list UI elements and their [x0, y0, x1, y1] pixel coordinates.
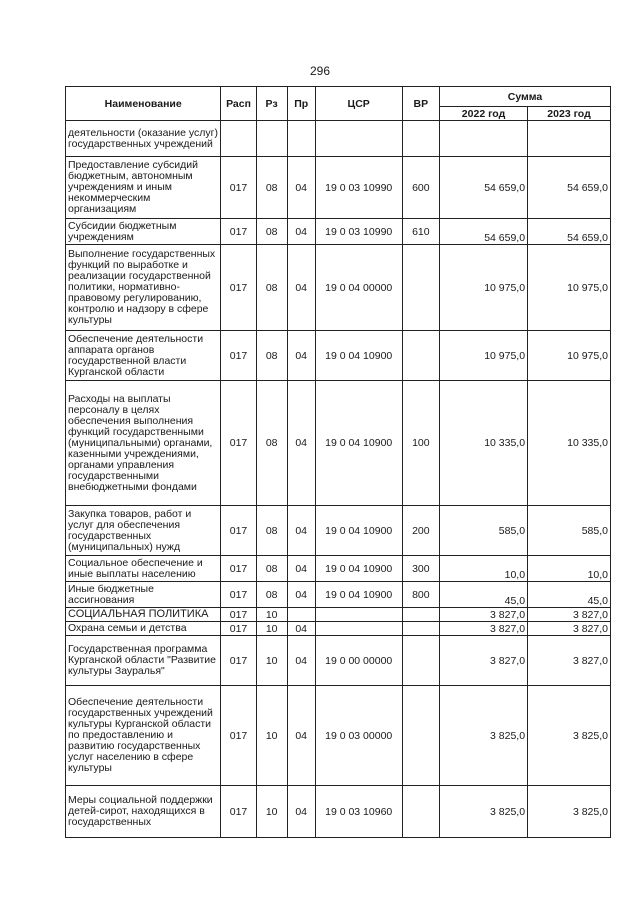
- table-row: [66, 506, 611, 556]
- table-row: [66, 582, 611, 608]
- row-2022: 10,0: [440, 556, 528, 582]
- row-2022: 10 975,0: [440, 331, 528, 381]
- row-vr: [402, 331, 439, 381]
- row-csr: 19 0 04 10900: [315, 506, 402, 556]
- row-pr: 04: [287, 786, 315, 838]
- row-2023: 3 825,0: [528, 686, 611, 786]
- row-rasp: 017: [221, 506, 256, 556]
- row-pr: 04: [287, 636, 315, 686]
- row-csr: 19 0 03 00000: [315, 686, 402, 786]
- row-rz: 08: [256, 245, 287, 331]
- row-vr: 100: [402, 381, 439, 506]
- row-rz: 08: [256, 157, 287, 219]
- row-name: деятельности (оказание услуг) государственных учреждений: [66, 121, 221, 157]
- table-row: [66, 786, 611, 838]
- header-row: [66, 87, 611, 107]
- row-csr: 19 0 04 10900: [315, 556, 402, 582]
- row-2022: 10 335,0: [440, 381, 528, 506]
- row-rz: [256, 121, 287, 157]
- row-2022: 585,0: [440, 506, 528, 556]
- row-rasp: 017: [221, 556, 256, 582]
- row-2022: 10 975,0: [440, 245, 528, 331]
- row-2022: 3 825,0: [440, 786, 528, 838]
- row-vr: 300: [402, 556, 439, 582]
- row-2022: 3 825,0: [440, 686, 528, 786]
- row-name: Закупка товаров, работ и услуг для обеспечения государственных (муниципальных) нужд: [66, 506, 221, 556]
- header-pr: Пр: [287, 87, 315, 121]
- row-csr: [315, 608, 402, 622]
- row-pr: 04: [287, 219, 315, 245]
- row-rasp: 017: [221, 331, 256, 381]
- table-row: [66, 622, 611, 636]
- row-2023: 3 827,0: [528, 608, 611, 622]
- row-rasp: 017: [221, 636, 256, 686]
- header-2023: 2023 год: [528, 107, 611, 121]
- row-rz: 10: [256, 786, 287, 838]
- row-csr: [315, 622, 402, 636]
- row-csr: 19 0 04 00000: [315, 245, 402, 331]
- row-csr: 19 0 00 00000: [315, 636, 402, 686]
- row-2023: 3 825,0: [528, 786, 611, 838]
- row-2022: 3 827,0: [440, 608, 528, 622]
- row-rasp: 017: [221, 245, 256, 331]
- table-row: [66, 245, 611, 331]
- header-2022: 2022 год: [440, 107, 528, 121]
- row-csr: 19 0 03 10990: [315, 219, 402, 245]
- row-csr: 19 0 04 10900: [315, 381, 402, 506]
- row-rz: 08: [256, 331, 287, 381]
- budget-table: [65, 86, 611, 838]
- row-rz: 10: [256, 622, 287, 636]
- table-row: [66, 331, 611, 381]
- header-csr: ЦСР: [315, 87, 402, 121]
- row-rasp: 017: [221, 608, 256, 622]
- row-name: СОЦИАЛЬНАЯ ПОЛИТИКА: [66, 608, 221, 622]
- row-rasp: 017: [221, 622, 256, 636]
- row-rz: 08: [256, 381, 287, 506]
- table-row: [66, 636, 611, 686]
- row-pr: 04: [287, 331, 315, 381]
- row-name: Выполнение государственных функций по выработке и реализации государственной политики, нормативно-правовому регулированию, контролю и надзору в сфере культуры: [66, 245, 221, 331]
- row-csr: 19 0 03 10960: [315, 786, 402, 838]
- row-vr: 800: [402, 582, 439, 608]
- row-rz: 08: [256, 506, 287, 556]
- row-pr: 04: [287, 157, 315, 219]
- row-pr: 04: [287, 556, 315, 582]
- row-name: Обеспечение деятельности государственных учреждений культуры Курганской области по предоставлению и развитию государственных услуг населению в сфере культуры: [66, 686, 221, 786]
- row-rasp: 017: [221, 219, 256, 245]
- row-2023: 585,0: [528, 506, 611, 556]
- table-row: [66, 121, 611, 157]
- row-rz: 08: [256, 582, 287, 608]
- row-2022: 54 659,0: [440, 219, 528, 245]
- row-vr: [402, 636, 439, 686]
- row-rz: 10: [256, 636, 287, 686]
- row-name: Субсидии бюджетным учреждениям: [66, 219, 221, 245]
- row-2023: 3 827,0: [528, 622, 611, 636]
- row-rasp: 017: [221, 157, 256, 219]
- row-2022: 3 827,0: [440, 636, 528, 686]
- row-pr: 04: [287, 245, 315, 331]
- header-name: Наименование: [66, 87, 221, 121]
- row-vr: [402, 786, 439, 838]
- row-csr: 19 0 04 10900: [315, 331, 402, 381]
- row-name: Государственная программа Курганской области "Развитие культуры Зауралья": [66, 636, 221, 686]
- row-rasp: 017: [221, 381, 256, 506]
- row-name: Охрана семьи и детства: [66, 622, 221, 636]
- row-name: Обеспечение деятельности аппарата органов государственной власти Курганской области: [66, 331, 221, 381]
- row-pr: 04: [287, 622, 315, 636]
- table-row: [66, 381, 611, 506]
- row-name: Предоставление субсидий бюджетным, автономным учреждениям и иным некоммерческим организациям: [66, 157, 221, 219]
- row-2023: 10 335,0: [528, 381, 611, 506]
- table-row: [66, 157, 611, 219]
- row-rz: 08: [256, 219, 287, 245]
- row-pr: [287, 121, 315, 157]
- row-pr: 04: [287, 381, 315, 506]
- row-2022: 3 827,0: [440, 622, 528, 636]
- row-vr: [402, 608, 439, 622]
- page-number: 296: [309, 64, 331, 78]
- row-2023: 10 975,0: [528, 245, 611, 331]
- row-pr: 04: [287, 686, 315, 786]
- row-2023: 54 659,0: [528, 219, 611, 245]
- row-csr: [315, 121, 402, 157]
- table-row: [66, 219, 611, 245]
- row-2023: [528, 121, 611, 157]
- row-rasp: [221, 121, 256, 157]
- row-vr: 200: [402, 506, 439, 556]
- row-rasp: 017: [221, 582, 256, 608]
- row-rz: 10: [256, 686, 287, 786]
- header-rasp: Расп: [221, 87, 256, 121]
- header-rz: Рз: [256, 87, 287, 121]
- row-rz: 08: [256, 556, 287, 582]
- table-row: [66, 556, 611, 582]
- row-vr: [402, 245, 439, 331]
- row-2023: 10 975,0: [528, 331, 611, 381]
- row-vr: [402, 121, 439, 157]
- header-vr: ВР: [402, 87, 439, 121]
- row-pr: [287, 608, 315, 622]
- row-2023: 45,0: [528, 582, 611, 608]
- row-rasp: 017: [221, 786, 256, 838]
- header-sum: Сумма: [440, 87, 611, 107]
- row-rasp: 017: [221, 686, 256, 786]
- row-2022: [440, 121, 528, 157]
- row-2023: 54 659,0: [528, 157, 611, 219]
- row-pr: 04: [287, 582, 315, 608]
- row-name: Социальное обеспечение и иные выплаты населению: [66, 556, 221, 582]
- row-name: Иные бюджетные ассигнования: [66, 582, 221, 608]
- row-name: Меры социальной поддержки детей-сирот, находящихся в государственных: [66, 786, 221, 838]
- row-2023: 3 827,0: [528, 636, 611, 686]
- row-pr: 04: [287, 506, 315, 556]
- row-vr: 600: [402, 157, 439, 219]
- row-csr: 19 0 04 10900: [315, 582, 402, 608]
- row-name: Расходы на выплаты персоналу в целях обеспечения выполнения функций государственными (муниципальными) органами, казенными учреждениями, органами управления государственными внебюджетными фондами: [66, 381, 221, 506]
- row-2023: 10,0: [528, 556, 611, 582]
- table-row: [66, 608, 611, 622]
- row-2022: 45,0: [440, 582, 528, 608]
- row-vr: [402, 686, 439, 786]
- table-row: [66, 686, 611, 786]
- row-vr: 610: [402, 219, 439, 245]
- row-vr: [402, 622, 439, 636]
- row-2022: 54 659,0: [440, 157, 528, 219]
- row-rz: 10: [256, 608, 287, 622]
- row-csr: 19 0 03 10990: [315, 157, 402, 219]
